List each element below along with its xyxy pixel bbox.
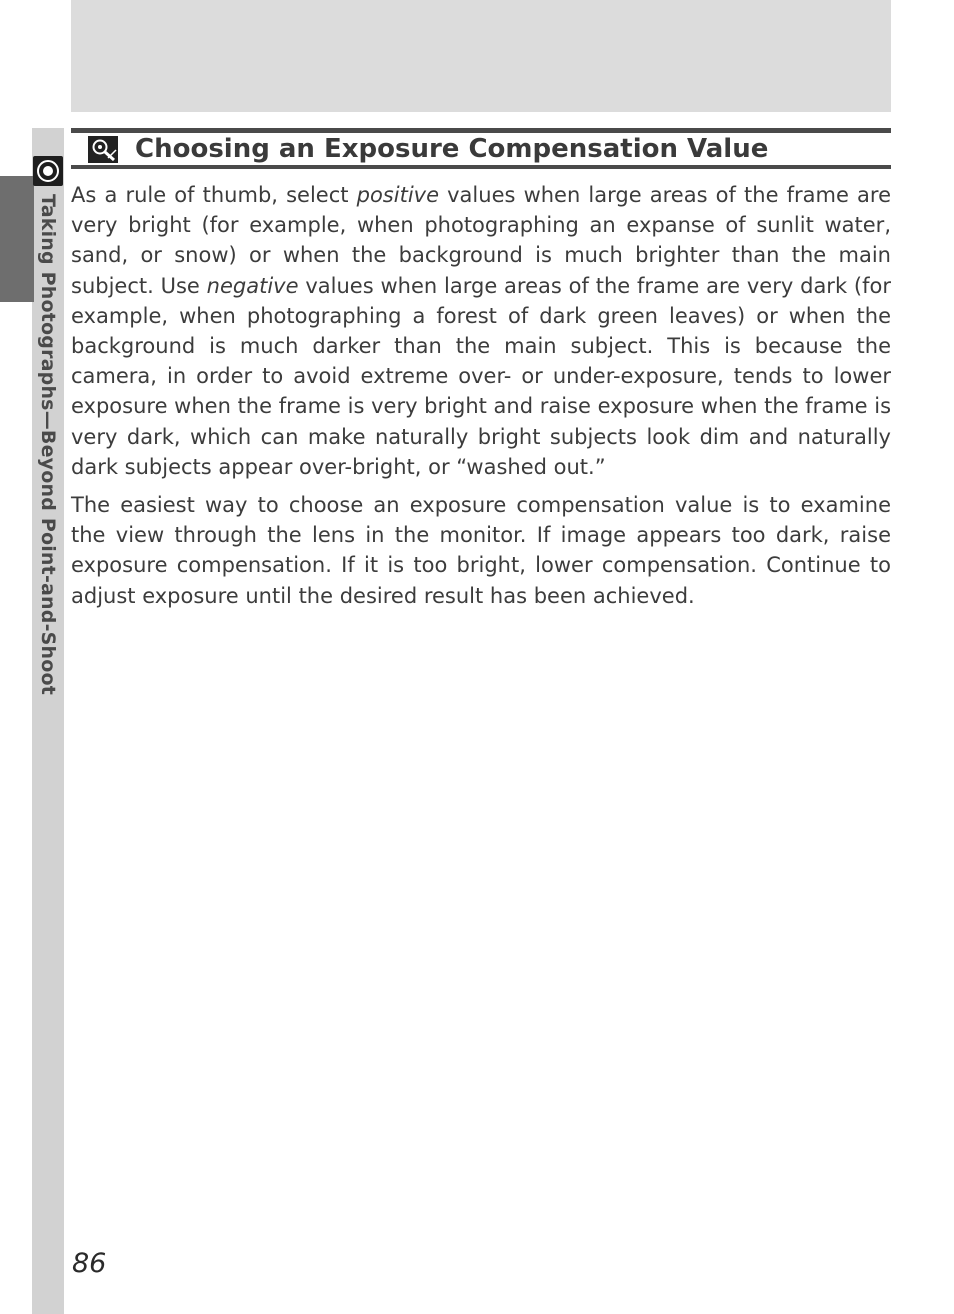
body-text [71,180,891,619]
paragraph1-text-a: As a rule of thumb, select [71,183,357,207]
emphasis-negative: negative [206,273,299,298]
section-title: Choosing an Exposure Compensation Value [135,134,769,164]
header-band [71,0,891,112]
paragraph1-text-b: values when large areas of the frame are very bright (for example, when photographing an expanse of sunlit water, sand, or snow) or when the background is much brighter than the main subject. Use [71,183,891,298]
paragraph-positive-negative [71,180,891,482]
page-number: 86 [72,1248,107,1279]
emphasis-positive: positive [356,183,439,207]
exposure-tip-icon [88,136,118,163]
chapter-label: Taking Photographs—Beyond Point-and-Shoot [37,194,59,696]
paragraph1-text-c: values when large areas of the frame are very dark (for example, when photographing a forest of dark green leaves) or when the background is much darker than the main subject. This is because the camera, in order to avoid extreme over- or under-exposure, tends to lower exposure when the frame is very bright and raise exposure when the frame is very dark, which can make naturally bright subjects look dim and naturally dark subjects appear over-bright, or “washed out.” [71,273,892,479]
chapter-tab [0,176,34,302]
heading-rule-bottom [71,165,891,169]
paragraph-choosing-value: The easiest way to choose an exposure compensation value is to examine the view through the lens in the monitor. If image appears too dark, raise exposure compensation. If it is too bright, lower compensation. Continue to adjust exposure until the desired result has been achieved. [71,493,891,608]
camera-mode-icon [33,156,63,186]
